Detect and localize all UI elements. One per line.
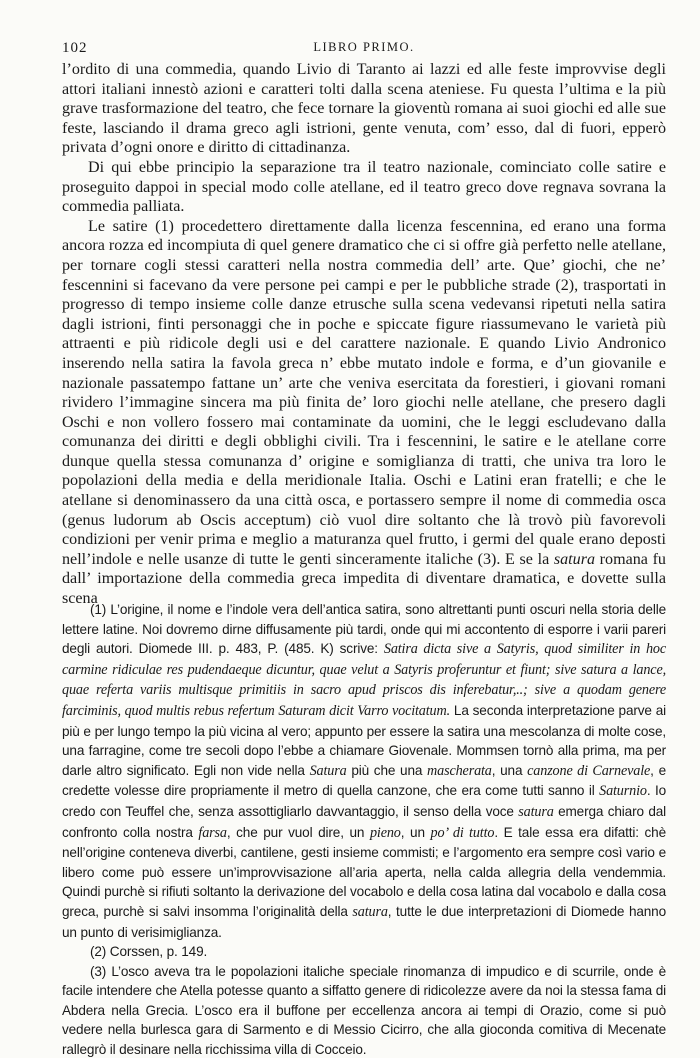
footnote-1-text-g: emerga chiaro dal confronto colla nostra	[62, 803, 667, 840]
footnote-1-text-i: , un	[400, 824, 431, 840]
footnote-1-term-satura-3: satura	[352, 903, 388, 920]
footnote-1-text-d: , una	[491, 762, 528, 778]
footnote-1-intro: (1) L’origine, il nome e l’indole vera dell’antica satira, sono altrettanti punti oscuri nella storia delle lettere latine. Noi dovremo dirne diffusamente più tardi, onde qui mi accontento di esporre i varii pareri degli autori. Diomede III. p. 483, P. (485. K) scrive:	[62, 602, 666, 657]
main-text	[62, 60, 666, 609]
footnote-1-term-canzone: canzone di Carnevale	[527, 762, 651, 779]
footnote-1-text-j: . E tale essa era difatti: chè nell’origine conteneva diverbi, cantilene, gesti insieme commisti; e l’argomento era sempre così vario e libero come può essere un’improvvisazione all’aria aperta, nella calda allegria della vendemmia. Quindi purchè si rifiuti soltanto la derivazione del vocabolo e della cosa latina dal vocabolo e dalla cosa greca, purchè si salvi insomma l’originalità della	[62, 824, 667, 919]
footnote-1-text-c: più che una	[346, 762, 428, 778]
footnote-1-latin-quote: Satira dicta sive a Satyris, quod similiter in hoc carmine ridiculae res pudendaeque dicuntur, quae velut a Satyris proferuntur et fiunt; sive satura a lance, quae referta variis multisque primitiis in sacro apud priscos dis inferebatur,..; sive a quodam genere farciminis, quod multis rebus refertum Saturam dicit Varro vocitatum.	[62, 641, 666, 719]
footnote-2: (2) Corssen, p. 149.	[90, 944, 208, 960]
footnote-1-term-mascherata: mascherata	[427, 762, 492, 779]
page-header	[62, 40, 666, 60]
footnote-1-text-h: , che pur vuol dire, un	[226, 824, 370, 840]
footnote-1-term-satura-2: satura	[518, 803, 554, 820]
footnote-1-term-po-di-tutto: po’ di tutto	[430, 824, 495, 841]
footnotes	[62, 600, 666, 1060]
footnote-1-term-farsa: farsa	[198, 824, 227, 841]
paragraph-1: l’ordito di una commedia, quando Livio di Taranto ai lazzi ed alle feste improvvise degli attori italiani innestò azioni e caratteri tolti dalla scena ateniese. Fu questa l’ultima e la più grave trasformazione del teatro, che fece tornare la gioventù romana ai suoi giochi ed alle sue feste, lasciando il drama greco agli istrioni, gente venuta, com’ esso, dal di fuori, epperò privata d’ogni onore e diritto di cittadinanza.	[62, 61, 666, 157]
footnote-1-text-e: , e credette volesse dire propriamente il metro di quella canzone, che era come tutti sanno il	[62, 762, 666, 799]
paragraph-2: Di qui ebbe principio la separazione tra il teatro nazionale, cominciato colle satire e proseguito dappoi in special modo colle atellane, ed il teatro greco dove regnava sovrana la commedia palliata.	[62, 158, 666, 216]
footnote-3: (3) L’osco aveva tra le popolazioni italiche speciale rinomanza di impudico e di scurrile, onde è facile intendere che Atella potesse quanto a siffatto genere di ridicolezze avere da noi la stessa fama di Abdera nella Grecia. L’osco era il buffone per eccellenza ancora ai tempi di Orazio, come si può vedere nella burlesca gara di Sarmento e di Messio Cicirro, che alla gioconda comitiva di Mecenate rallegrò il desinare nella ricchissima villa di Cocceio.	[62, 963, 666, 1058]
footnote-1-text-f: . Io credo con Teuffel che, senza assottigliarlo davvantaggio, il senso della voce	[62, 783, 667, 819]
footnote-1-text-k: , tutte le due interpretazioni di Diomede hanno un punto di verisimiglianza.	[62, 903, 666, 940]
paragraph-3	[62, 217, 666, 609]
paragraph-3-part-a: Le satire (1) procedettero direttamente dalla licenza fescennina, ed erano una forma ancora rozza ed incompiuta di quel genere dramatico che ci si offre già perfetto nelle atellane, per tornare cogli stessi caratteri nella nostra commedia dell’ arte. Que’ giochi, che ne’ fescennini si facevano da vere persone pei campi e per le pubbliche strade (2), trasportati in progresso di tempo insieme colle danze etrusche sulla scena vedevansi ripetuti nella satira dagli istrioni, finti personaggi che in poche e spiccate figure riassumevano le varietà più attraenti e più ridicole degli usi e del carattere nazionale. E quando Livio Andronico inserendo nella satira la favola greca n’ ebbe mutato indole e forma, e d’un giovanile e nazionale passatempo fattane un’ arte che veniva esercitata da forestieri, i giovani romani rividero l’immagine sincera ma più finita de’ loro giochi nelle atellane, che presero dagli Oschi e non vollero fossero mai contaminate da uomini, che le leggi escludevano dalla comunanza dei diritti e degli obblighi civili. Tra i fescennini, le satire e le atellane corre dunque quella stessa comunanza d’ origine e somiglianza di tratti, che univa tra loro le popolazioni della media e della meridionale Italia. Oschi e Latini eran fratelli; e che le atellane si denominassero da una città osca, e portassero sempre il nome di commedia osca (genus ludorum ab Oscis acceptum) ciò vuol dire soltanto che là trovò più favorevoli condizioni per venir prima e meglio a maturanza quel frutto, i germi del quale erano deposti nell’indole e nelle usanze di tutte le genti sinceramente italiche (3). E se la	[62, 217, 666, 568]
page-number: 102	[62, 40, 88, 56]
satura-term: satura	[553, 550, 596, 568]
running-title: LIBRO PRIMO.	[313, 40, 415, 54]
footnote-1-term-satura: Satura	[309, 762, 347, 779]
footnote-1	[62, 600, 666, 942]
footnote-1-text-b: La seconda interpretazione parve ai più e per lungo tempo la più vicina al vero; appunto per essere la satira una mescolanza di molte cose, una farragine, come tre secoli dopo l’ebbe a chiamare Giovenale. Mommsen tornò alla prima, ma per darle altro significato. Egli non vide nella	[62, 702, 666, 778]
paragraph-3-part-b: romana fu dall’ importazione della commedia greca impedita di diventare dramatica, e dovette sulla scena	[62, 550, 666, 608]
footnote-1-term-saturnio: Saturnio	[599, 783, 647, 800]
footnote-1-term-pieno: pieno	[369, 824, 401, 841]
